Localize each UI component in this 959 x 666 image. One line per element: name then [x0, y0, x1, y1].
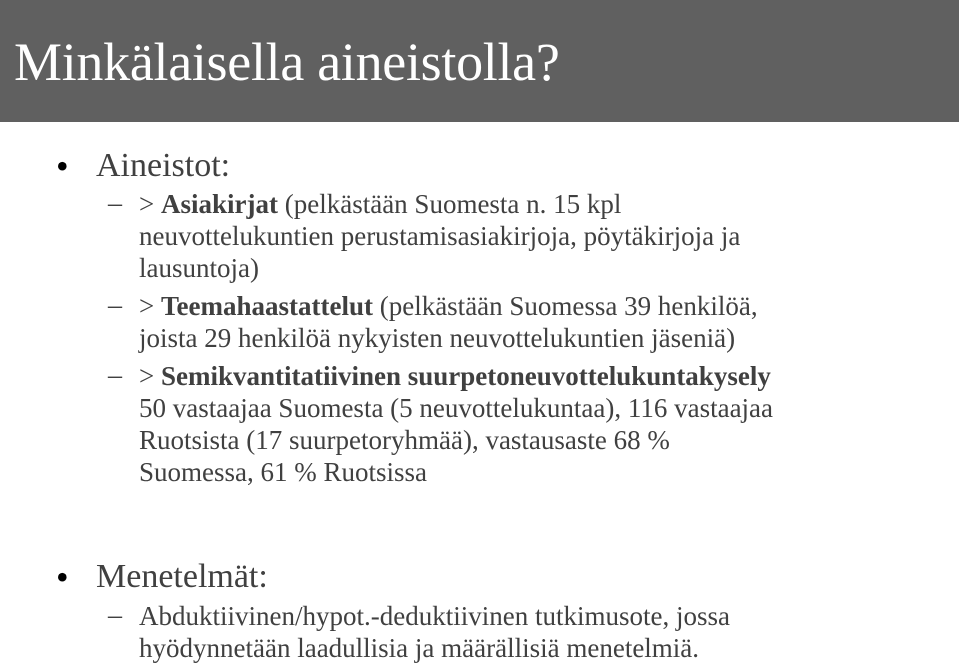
item-line: Ruotsista (17 suurpetoryhmää), vastausaste 68 %: [139, 425, 670, 455]
list-item-kysely: [139, 360, 939, 488]
item-prefix: >: [139, 189, 161, 219]
item-bold-label: Semikvantitatiivinen suurpetoneuvottelukuntakysely: [160, 361, 771, 391]
slide-title: Minkälaisella aineistolla?: [14, 32, 560, 92]
item-line: [139, 290, 939, 322]
item-prefix: >: [139, 291, 161, 321]
item-line: lausuntoja): [139, 253, 259, 283]
item-line: [139, 360, 939, 392]
item-bold-label: Asiakirjat: [160, 189, 278, 219]
item-prefix: >: [139, 361, 161, 391]
list-item-menetelmat: [139, 600, 939, 664]
item-line: [139, 188, 939, 220]
item-line: Abduktiivinen/hypot.-deduktiivinen tutkimusote, jossa: [139, 601, 730, 631]
bullet-marker: •: [56, 557, 69, 597]
list-item-teemahaastattelut: [139, 290, 939, 354]
item-line: joista 29 henkilöä nykyisten neuvottelukuntien jäseniä): [139, 323, 736, 353]
title-bar: [0, 0, 959, 122]
dash-marker: –: [108, 290, 122, 321]
bullet-marker: •: [56, 146, 69, 186]
item-line: hyödynnetään laadullisia ja määrällisiä menetelmiä.: [139, 633, 700, 663]
item-line: 50 vastaajaa Suomesta (5 neuvottelukuntaa), 116 vastaajaa: [139, 393, 774, 423]
dash-marker: –: [108, 600, 122, 631]
item-text: (pelkästään Suomessa 39 henkilöä,: [372, 291, 758, 321]
dash-marker: –: [108, 188, 122, 219]
item-line: neuvottelukuntien perustamisasiakirjoja, pöytäkirjoja ja: [139, 221, 741, 251]
item-line: Suomessa, 61 % Ruotsissa: [139, 457, 428, 487]
list-item-asiakirjat: [139, 188, 939, 284]
section-heading-aineistot: Aineistot:: [96, 147, 231, 184]
dash-marker: –: [108, 360, 122, 391]
section-heading-menetelmat: Menetelmät:: [96, 558, 268, 595]
item-bold-label: Teemahaastattelut: [160, 291, 373, 321]
item-text: (pelkästään Suomesta n. 15 kpl: [277, 189, 622, 219]
